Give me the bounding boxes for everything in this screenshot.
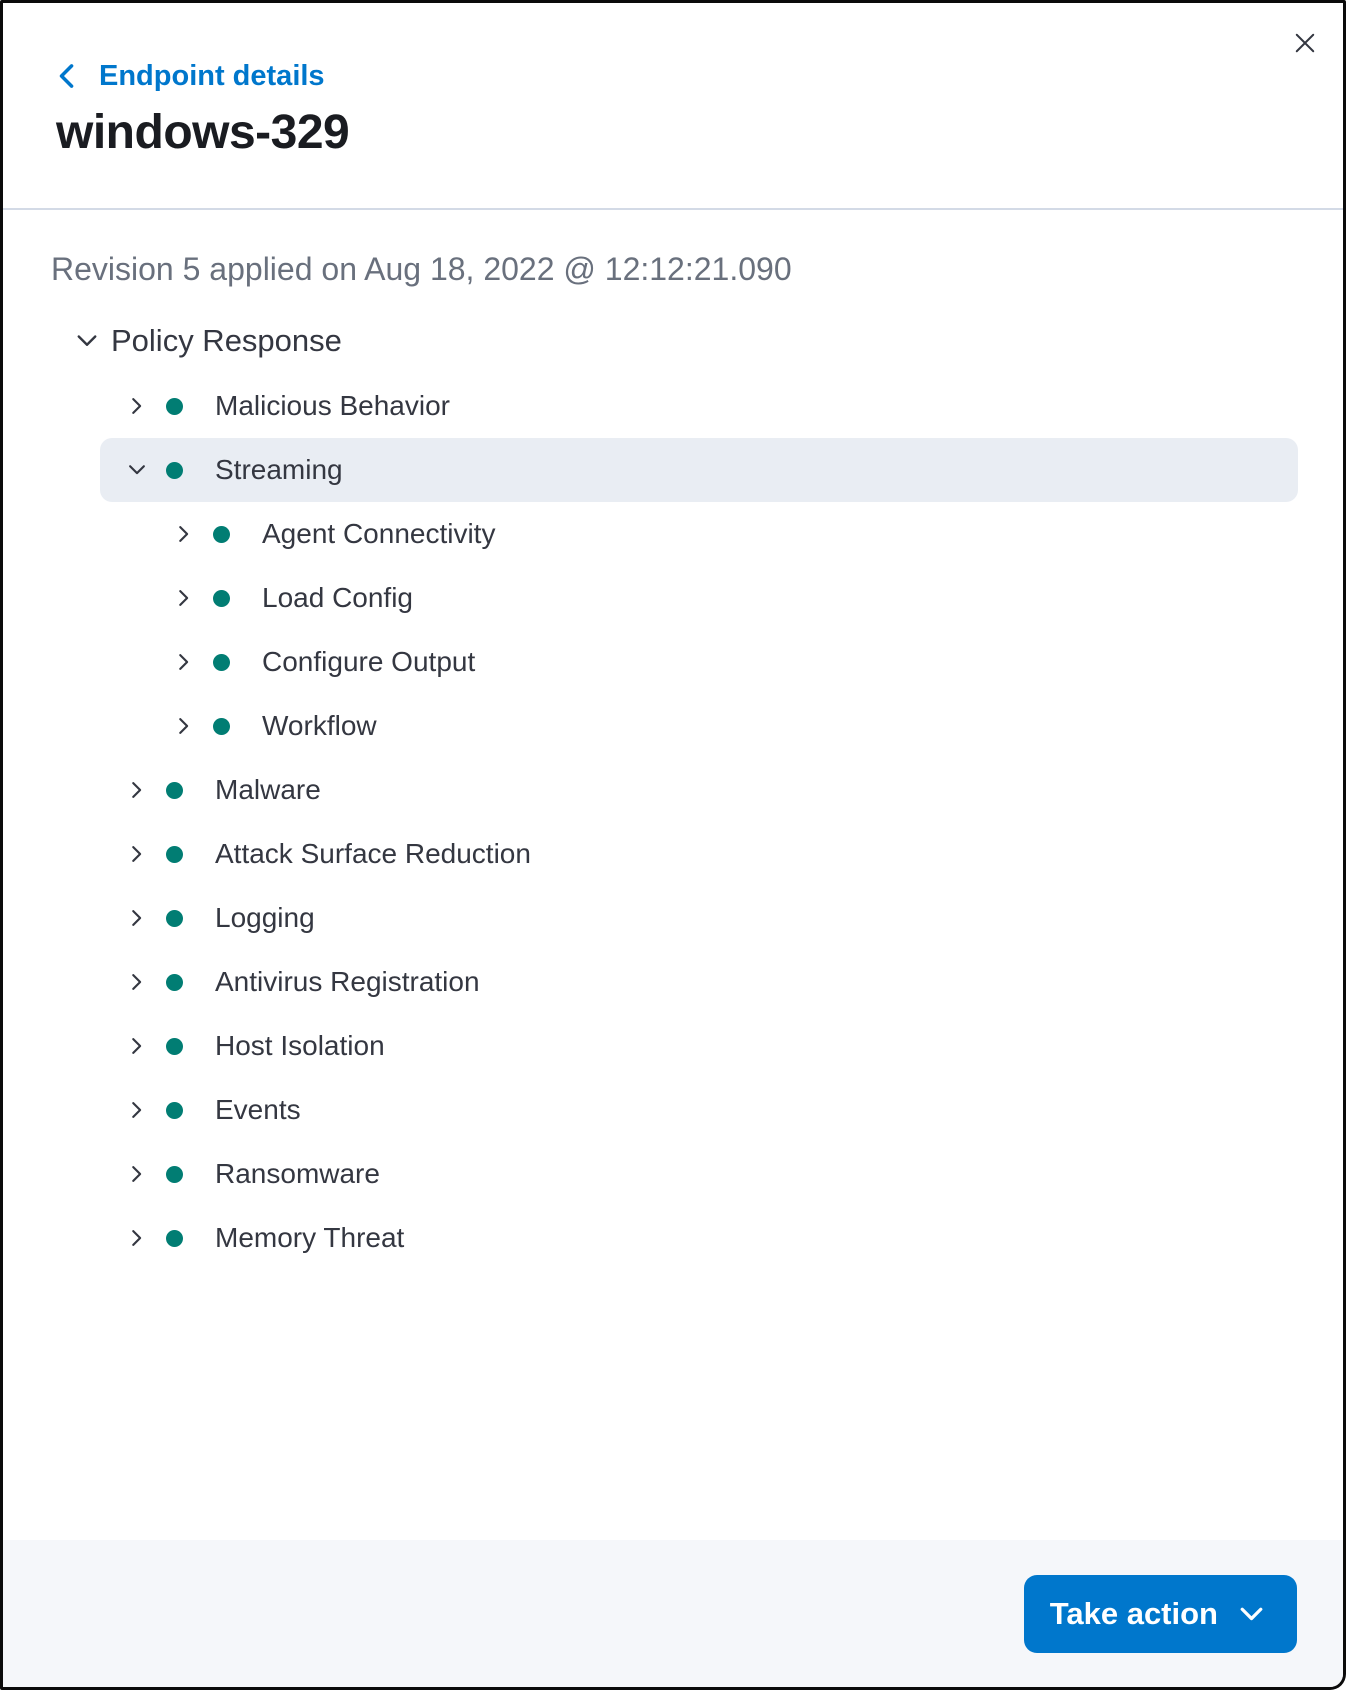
tree-node-label: Malware	[215, 774, 321, 805]
status-dot-icon	[213, 654, 230, 671]
flyout-footer	[3, 1540, 1343, 1687]
tree-node-label: Malicious Behavior	[215, 390, 450, 421]
chevron-right-icon	[127, 780, 147, 800]
tree-node-label: Configure Output	[262, 646, 476, 677]
tree-node-antivirus-registration[interactable]	[100, 950, 1298, 1014]
tree-node-label: Antivirus Registration	[215, 966, 480, 997]
chevron-down-icon	[1238, 1600, 1265, 1627]
tree-node-events[interactable]	[100, 1078, 1298, 1142]
tree-node-attack-surface-reduction[interactable]	[100, 822, 1298, 886]
tree-node-configure-output[interactable]	[100, 630, 1298, 694]
chevron-right-icon	[127, 396, 147, 416]
status-dot-icon	[166, 462, 183, 479]
chevron-right-icon	[127, 1100, 147, 1120]
tree-node-streaming[interactable]	[100, 438, 1298, 502]
tree-node-load-config[interactable]	[100, 566, 1298, 630]
close-icon[interactable]	[1283, 21, 1327, 65]
tree-node-label: Ransomware	[215, 1158, 380, 1189]
status-dot-icon	[166, 398, 183, 415]
chevron-right-icon	[127, 844, 147, 864]
tree-node-label: Attack Surface Reduction	[215, 838, 531, 869]
chevron-right-icon	[127, 908, 147, 928]
tree-node-agent-connectivity[interactable]	[100, 502, 1298, 566]
status-dot-icon	[166, 1166, 183, 1183]
status-dot-icon	[166, 1038, 183, 1055]
tree-node-ransomware[interactable]	[100, 1142, 1298, 1206]
status-dot-icon	[166, 910, 183, 927]
tree-node-workflow[interactable]	[100, 694, 1298, 758]
flyout-header	[3, 3, 1343, 210]
back-link[interactable]	[56, 61, 325, 91]
status-dot-icon	[166, 782, 183, 799]
chevron-right-icon	[127, 972, 147, 992]
chevron-right-icon	[174, 652, 194, 672]
tree-node-malicious-behavior[interactable]	[100, 374, 1298, 438]
tree-node-policy-response[interactable]	[51, 314, 1295, 368]
tree-node-label: Host Isolation	[215, 1030, 385, 1061]
tree-node-label: Events	[215, 1094, 301, 1125]
tree-node-label: Agent Connectivity	[262, 518, 496, 549]
chevron-right-icon	[127, 1036, 147, 1056]
tree-node-label: Memory Threat	[215, 1222, 405, 1253]
chevron-down-icon	[75, 329, 99, 353]
status-dot-icon	[166, 1102, 183, 1119]
tree-node-memory-threat[interactable]	[100, 1206, 1298, 1270]
page-title: windows-329	[56, 106, 350, 159]
take-action-label: Take action	[1049, 1595, 1218, 1631]
chevron-down-icon	[127, 460, 147, 480]
tree-node-label: Streaming	[215, 454, 343, 485]
status-dot-icon	[213, 590, 230, 607]
tree-node-label: Workflow	[262, 710, 377, 741]
chevron-right-icon	[174, 524, 194, 544]
chevron-right-icon	[127, 1228, 147, 1248]
status-dot-icon	[166, 974, 183, 991]
tree-node-label: Policy Response	[111, 323, 342, 358]
chevron-right-icon	[174, 716, 194, 736]
tree-node-label: Load Config	[262, 582, 414, 613]
tree-node-label: Logging	[215, 902, 315, 933]
policy-response-tree	[51, 314, 1295, 1270]
status-dot-icon	[213, 526, 230, 543]
tree-node-malware[interactable]	[100, 758, 1298, 822]
chevron-right-icon	[127, 1164, 147, 1184]
take-action-button[interactable]	[1024, 1575, 1297, 1653]
tree-node-logging[interactable]	[100, 886, 1298, 950]
chevron-left-icon	[56, 61, 78, 91]
status-dot-icon	[213, 718, 230, 735]
status-dot-icon	[166, 1230, 183, 1247]
tree-children	[100, 374, 1298, 1270]
revision-text: Revision 5 applied on Aug 18, 2022 @ 12:12:21.090	[51, 251, 792, 287]
tree-node-host-isolation[interactable]	[100, 1014, 1298, 1078]
chevron-right-icon	[174, 588, 194, 608]
back-link-label: Endpoint details	[99, 60, 325, 92]
flyout-body	[3, 210, 1343, 1540]
status-dot-icon	[166, 846, 183, 863]
